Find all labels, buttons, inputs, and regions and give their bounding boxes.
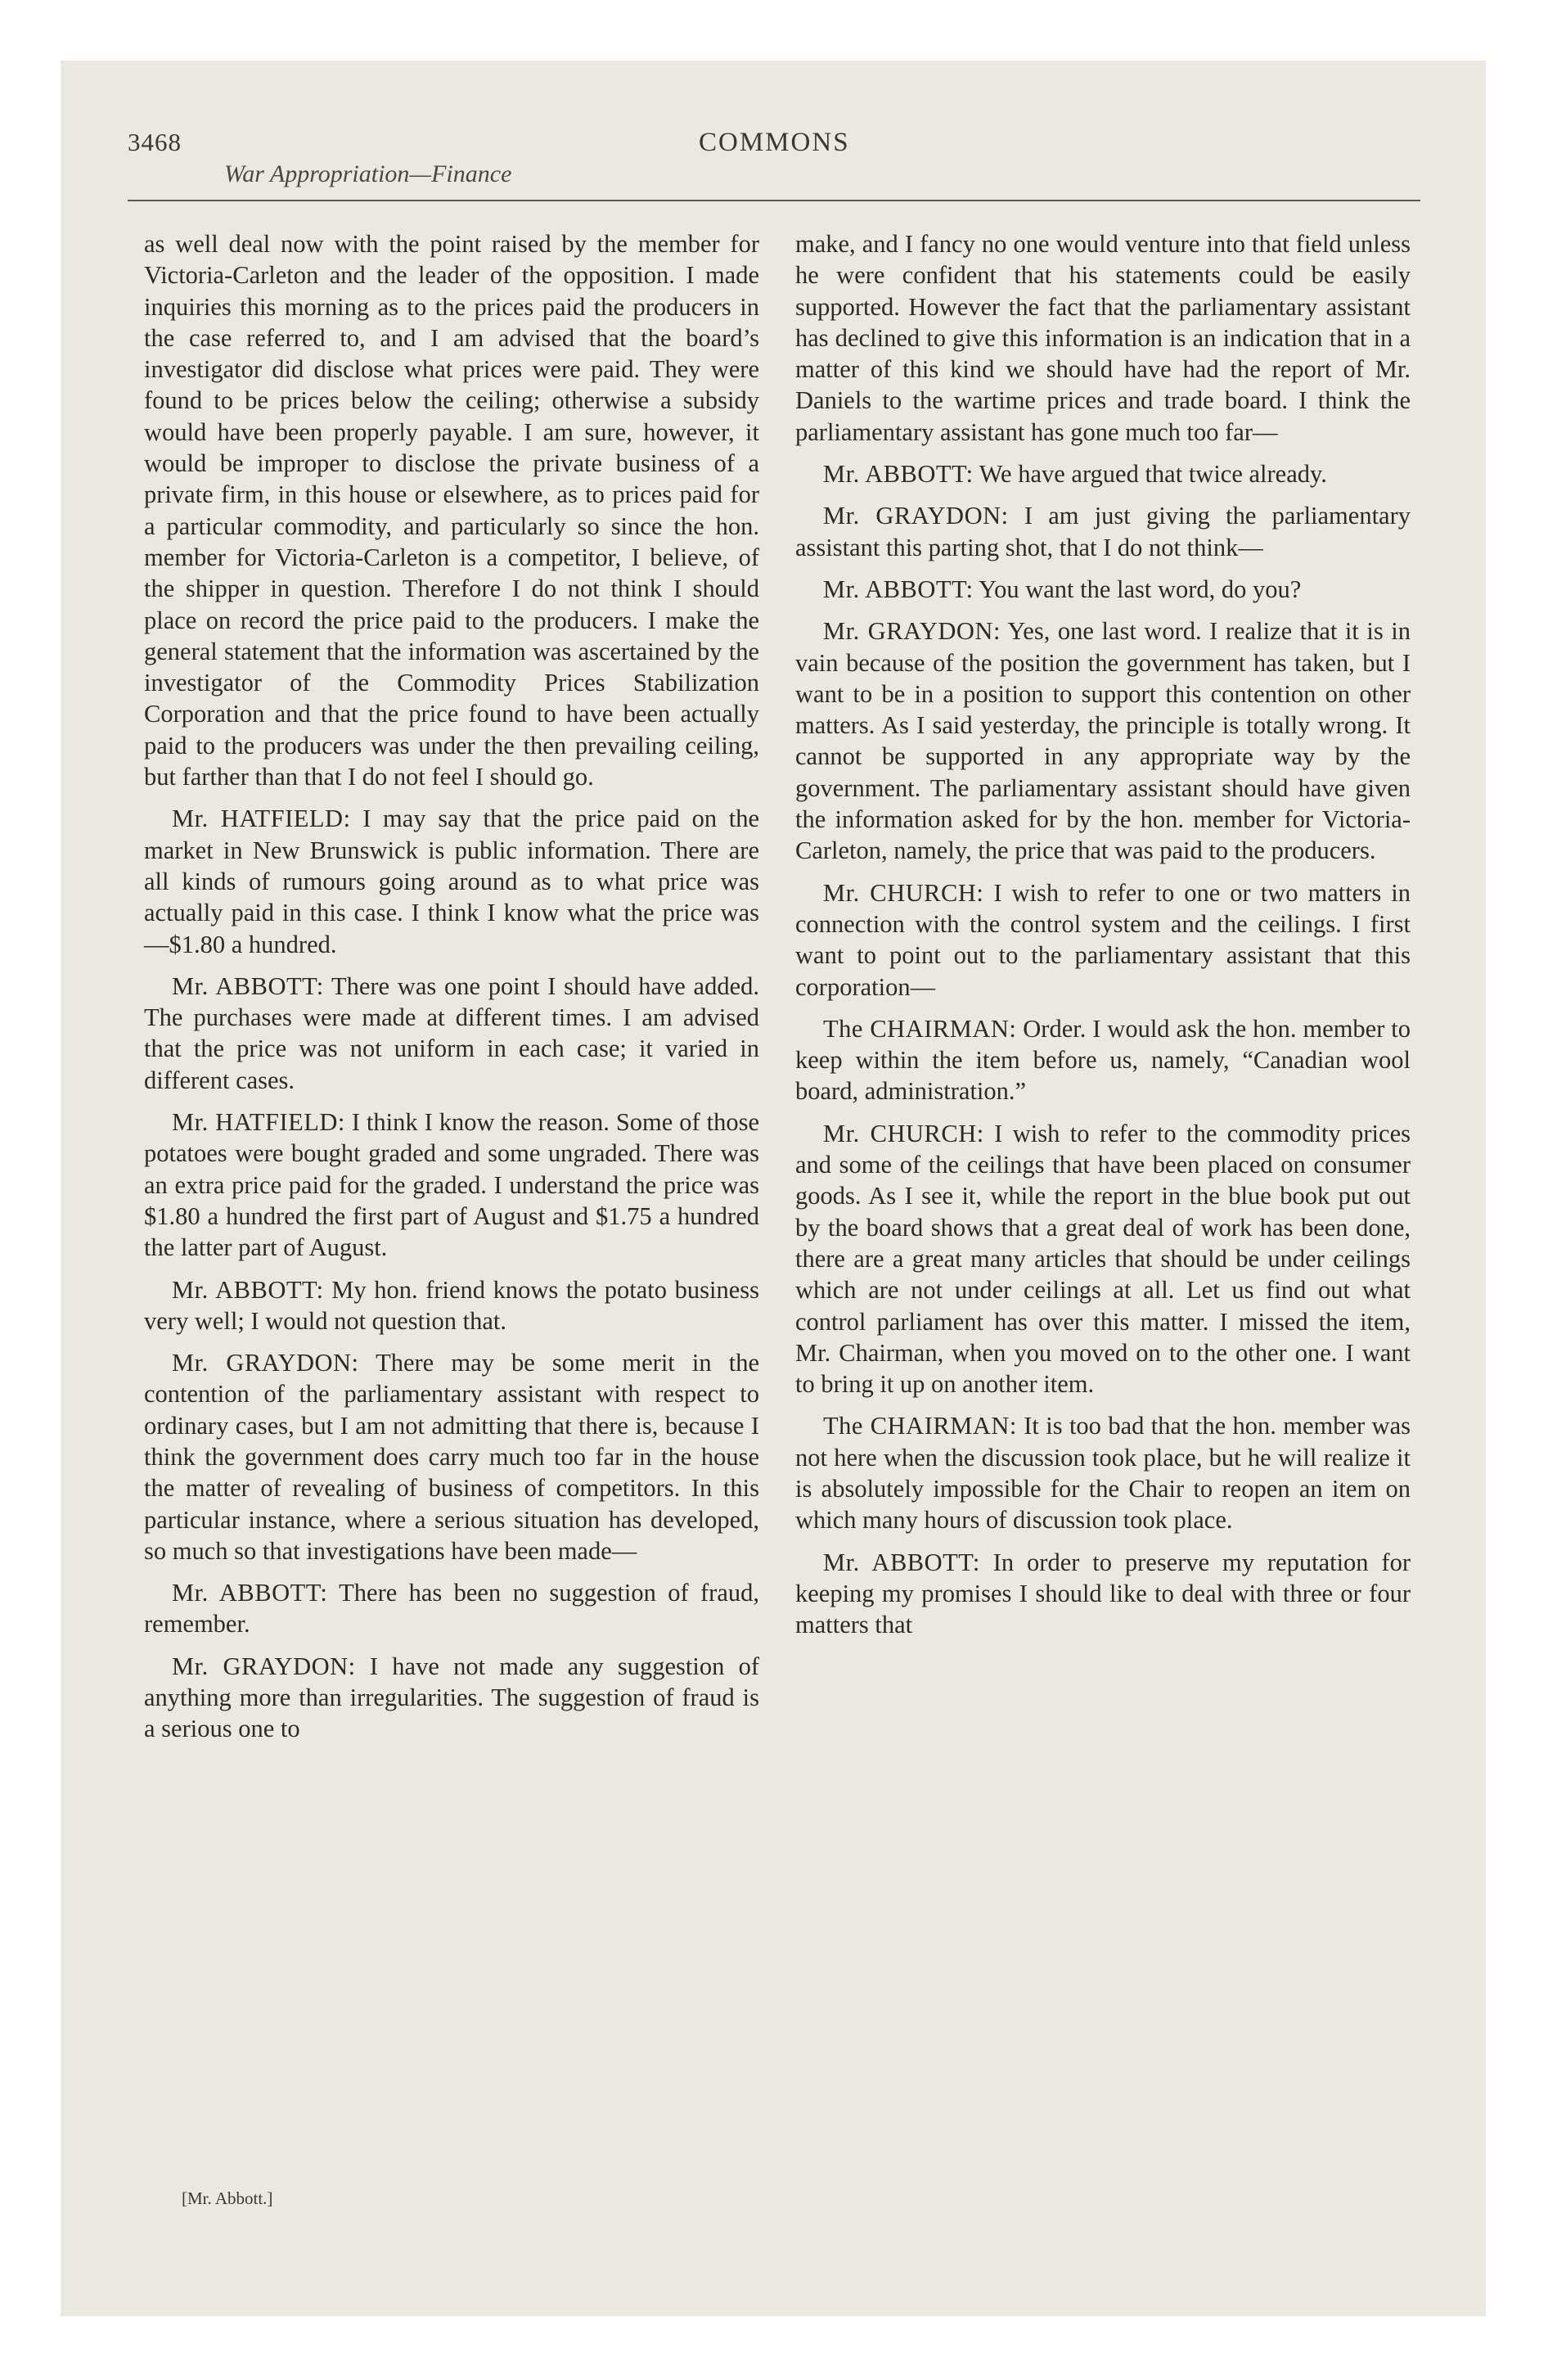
paragraph bbox=[795, 458, 1411, 489]
paragraph-text: make, and I fancy no one would venture into that field unless he were confident that his statements could be easily supported. However the fact that the parliamentary assistant has declined to give this information is an indication that in a matter of this kind we should have had the report of Mr. Daniels to the wartime prices and trade board. I think the parliamentary assistant has gone much too far— bbox=[795, 230, 1411, 446]
paragraph bbox=[144, 1347, 759, 1566]
speaker-name: Mr. ABBOTT: bbox=[823, 460, 974, 489]
speaker-name: Mr. ABBOTT: bbox=[172, 1275, 324, 1304]
speaker-name: Mr. GRAYDON: bbox=[172, 1652, 356, 1680]
paragraph bbox=[795, 1410, 1411, 1535]
speaker-name: Mr. HATFIELD: bbox=[172, 805, 351, 833]
paragraph-text: I may say that the price paid on the market in New Brunswick is public information. There are all kinds of rumours going around as to what price was actually paid in this case. I think I know what the price was—$1.80 a hundred. bbox=[144, 805, 759, 958]
page-header bbox=[61, 61, 1486, 224]
paragraph-text: We have argued that twice already. bbox=[973, 460, 1327, 489]
header-rule bbox=[128, 200, 1420, 201]
paragraph bbox=[144, 971, 759, 1096]
paragraph bbox=[144, 228, 759, 792]
speaker-name: Mr. ABBOTT: bbox=[172, 1579, 328, 1607]
paragraph bbox=[144, 1651, 759, 1745]
running-head: War Appropriation—Finance bbox=[224, 160, 512, 187]
paragraph bbox=[795, 1013, 1411, 1107]
paragraph bbox=[144, 1107, 759, 1263]
speaker-name: Mr. GRAYDON: bbox=[823, 617, 1001, 646]
speaker-name: The CHAIRMAN: bbox=[823, 1412, 1017, 1440]
paragraph bbox=[795, 228, 1411, 448]
speaker-name: Mr. CHURCH: bbox=[823, 878, 984, 907]
chamber-title: COMMONS bbox=[699, 128, 850, 157]
paragraph-text: There may be some merit in the contention of the parliamentary assistant with respect to ordinary cases, but I am not admitting that there is, because I think the government does carry much too far in the house the matter of revealing of business of competitors. In this particular instance, where a serious situation has developed, so much so that investigations have been made— bbox=[144, 1349, 759, 1565]
paragraph bbox=[795, 1118, 1411, 1400]
right-column bbox=[795, 228, 1411, 1651]
footnote: [Mr. Abbott.] bbox=[182, 2188, 273, 2208]
paragraph-text: I wish to refer to the commodity prices and some of the ceilings that have been placed on consumer goods. As I see it, while the report in the blue book put out by the board shows that a great deal of work has been done, there are a great many articles that should be under ceilings which are not under ceilings at all. Let us find out what control parliament has over this matter. I missed the item, Mr. Chairman, when you moved on to the other one. I want to bring it up on another item. bbox=[795, 1119, 1411, 1399]
paragraph bbox=[144, 1274, 759, 1337]
paragraph-text: Yes, one last word. I realize that it is in vain because of the position the government has taken, but I want to be in a position to support this contention on other matters. As I said yesterday, the principle is totally wrong. It cannot be supported in any appropriate way by the government. The parliamentary assistant should have given the information asked for by the hon. member for Victoria-Carleton, namely, the price that was paid to the producers. bbox=[795, 617, 1411, 865]
speaker-name: Mr. GRAYDON: bbox=[172, 1349, 359, 1377]
paragraph-text: My hon. friend knows the potato business very well; I would not question that. bbox=[144, 1275, 759, 1335]
paragraph bbox=[795, 1547, 1411, 1641]
paragraph-text: There was one point I should have added. The purchases were made at different times. I am advised that the price was not uniform in each case; it varied in different cases. bbox=[144, 971, 759, 1094]
paragraph bbox=[795, 877, 1411, 1003]
paragraph bbox=[795, 500, 1411, 563]
paragraph bbox=[144, 803, 759, 959]
page-number: 3468 bbox=[128, 128, 182, 156]
left-column bbox=[144, 228, 759, 1756]
paragraph-text: Order. I would ask the hon. member to keep within the item before us, namely, “Canadian wool board, administration.” bbox=[795, 1014, 1411, 1106]
paragraph-text: I wish to refer to one or two matters in connection with the control system and the ceilings. I first want to point out to the parliamentary assistant that this corporation— bbox=[795, 878, 1411, 1001]
speaker-name: Mr. HATFIELD: bbox=[172, 1108, 345, 1137]
speaker-name: The CHAIRMAN: bbox=[823, 1014, 1017, 1043]
paragraph-text: You want the last word, do you? bbox=[973, 575, 1302, 603]
paragraph-text: as well deal now with the point raised by the member for Victoria-Carleton and the leader of the opposition. I made inquiries this morning as to the prices paid the producers in the case referred to, and I am advised that the board’s investigator did disclose what prices were paid. They were found to be prices below the ceiling; otherwise a subsidy would have been properly payable. I am sure, however, it would be improper to disclose the private business of a private firm, in this house or elsewhere, as to prices paid for a particular commodity, and particularly so since the hon. member for Victoria-Carleton is a competitor, I believe, of the shipper in question. Therefore I do not think I should place on record the price paid to the producers. I make the general statement that the information was ascertained by the investigator of the Commodity Prices Stabilization Corporation and that the price found to have been actually paid to the producers was under the then prevailing ceiling, but farther than that I do not feel I should go. bbox=[144, 230, 759, 791]
speaker-name: Mr. GRAYDON: bbox=[823, 502, 1009, 530]
speaker-name: Mr. ABBOTT: bbox=[823, 575, 974, 603]
paragraph-text: In order to preserve my reputation for keeping my promises I should like to deal with three or four matters that bbox=[795, 1548, 1411, 1639]
paragraph bbox=[144, 1577, 759, 1640]
speaker-name: Mr. ABBOTT: bbox=[172, 971, 324, 1000]
paragraph bbox=[795, 615, 1411, 866]
paragraph-text: I have not made any suggestion of anything more than irregularities. The suggestion of fraud is a serious one to bbox=[144, 1652, 759, 1743]
speaker-name: Mr. CHURCH: bbox=[823, 1119, 984, 1147]
paragraph-text: There has been no suggestion of fraud, remember. bbox=[144, 1579, 759, 1639]
paragraph-text: It is too bad that the hon. member was not here when the discussion took place, but he will realize it is absolutely impossible for the Chair to reopen an item on which many hours of discussion took place. bbox=[795, 1412, 1411, 1535]
paragraph bbox=[795, 574, 1411, 605]
scanned-page bbox=[61, 61, 1486, 2316]
paragraph-text: I am just giving the parliamentary assistant this parting shot, that I do not think— bbox=[795, 502, 1411, 561]
paragraph-text: I think I know the reason. Some of those potatoes were bought graded and some ungraded. There was an extra price paid for the graded. I understand the price was $1.80 a hundred the first part of August and $1.75 a hundred the latter part of August. bbox=[144, 1108, 759, 1262]
speaker-name: Mr. ABBOTT: bbox=[823, 1548, 980, 1576]
